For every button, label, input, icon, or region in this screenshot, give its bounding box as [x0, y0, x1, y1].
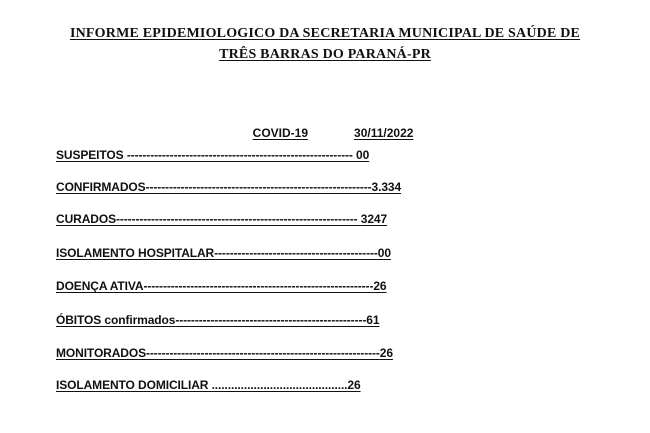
stat-leader: ------------------------------------------------------------: [146, 346, 380, 360]
stat-row-curados: [56, 212, 387, 226]
stat-leader: ..........................................: [211, 378, 348, 392]
stat-leader: -----------------------------------------------------------: [143, 279, 374, 293]
report-title-line-1: [0, 26, 650, 42]
stat-label: CURADOS: [56, 212, 116, 226]
stat-label: SUSPEITOS: [56, 148, 127, 162]
report-title-line-2-text: TRÊS BARRAS DO PARANÁ-PR: [219, 47, 431, 62]
stat-value: 61: [366, 313, 380, 327]
stat-value: 3.334: [371, 180, 402, 194]
stat-label: ISOLAMENTO DOMICILIAR: [56, 378, 212, 392]
stat-row-isolamento-hospitalar: [56, 246, 391, 260]
stat-row-monitorados: [56, 346, 393, 360]
stat-row-isolamento-domiciliar: [56, 378, 361, 392]
stat-leader: -------------------------------------------------: [175, 313, 367, 327]
stat-value: 3247: [360, 212, 388, 226]
stat-value: 00: [356, 148, 370, 162]
stat-label: ISOLAMENTO HOSPITALAR: [56, 246, 215, 260]
stat-label: DOENÇA ATIVA: [56, 279, 144, 293]
stat-row-confirmados: [56, 180, 401, 194]
report-date: 30/11/2022: [354, 126, 414, 140]
stat-row-suspeitos: [56, 148, 369, 162]
stat-leader: ----------------------------------------------------------: [145, 180, 372, 194]
stat-leader: ----------------------------------------------------------: [126, 148, 357, 162]
stat-label: MONITORADOS: [56, 346, 147, 360]
stat-leader: ------------------------------------------: [214, 246, 378, 260]
report-title-line-1-text: INFORME EPIDEMIOLOGICO DA SECRETARIA MUNICIPAL DE SAÚDE DE: [69, 26, 581, 41]
stat-value: 00: [377, 246, 391, 260]
report-subject: COVID-19: [252, 126, 309, 140]
stat-value: 26: [347, 378, 361, 392]
report-subtitle: [246, 112, 413, 140]
stat-label: CONFIRMADOS: [56, 180, 146, 194]
stat-row-obitos-confirmados: [56, 313, 379, 327]
stat-value: 26: [373, 279, 387, 293]
stat-value: 26: [379, 346, 393, 360]
stat-row-doenca-ativa: [56, 279, 387, 293]
stat-leader: --------------------------------------------------------------: [115, 212, 361, 226]
stat-label: ÓBITOS confirmados: [56, 313, 176, 327]
report-title-line-2: [0, 47, 650, 63]
